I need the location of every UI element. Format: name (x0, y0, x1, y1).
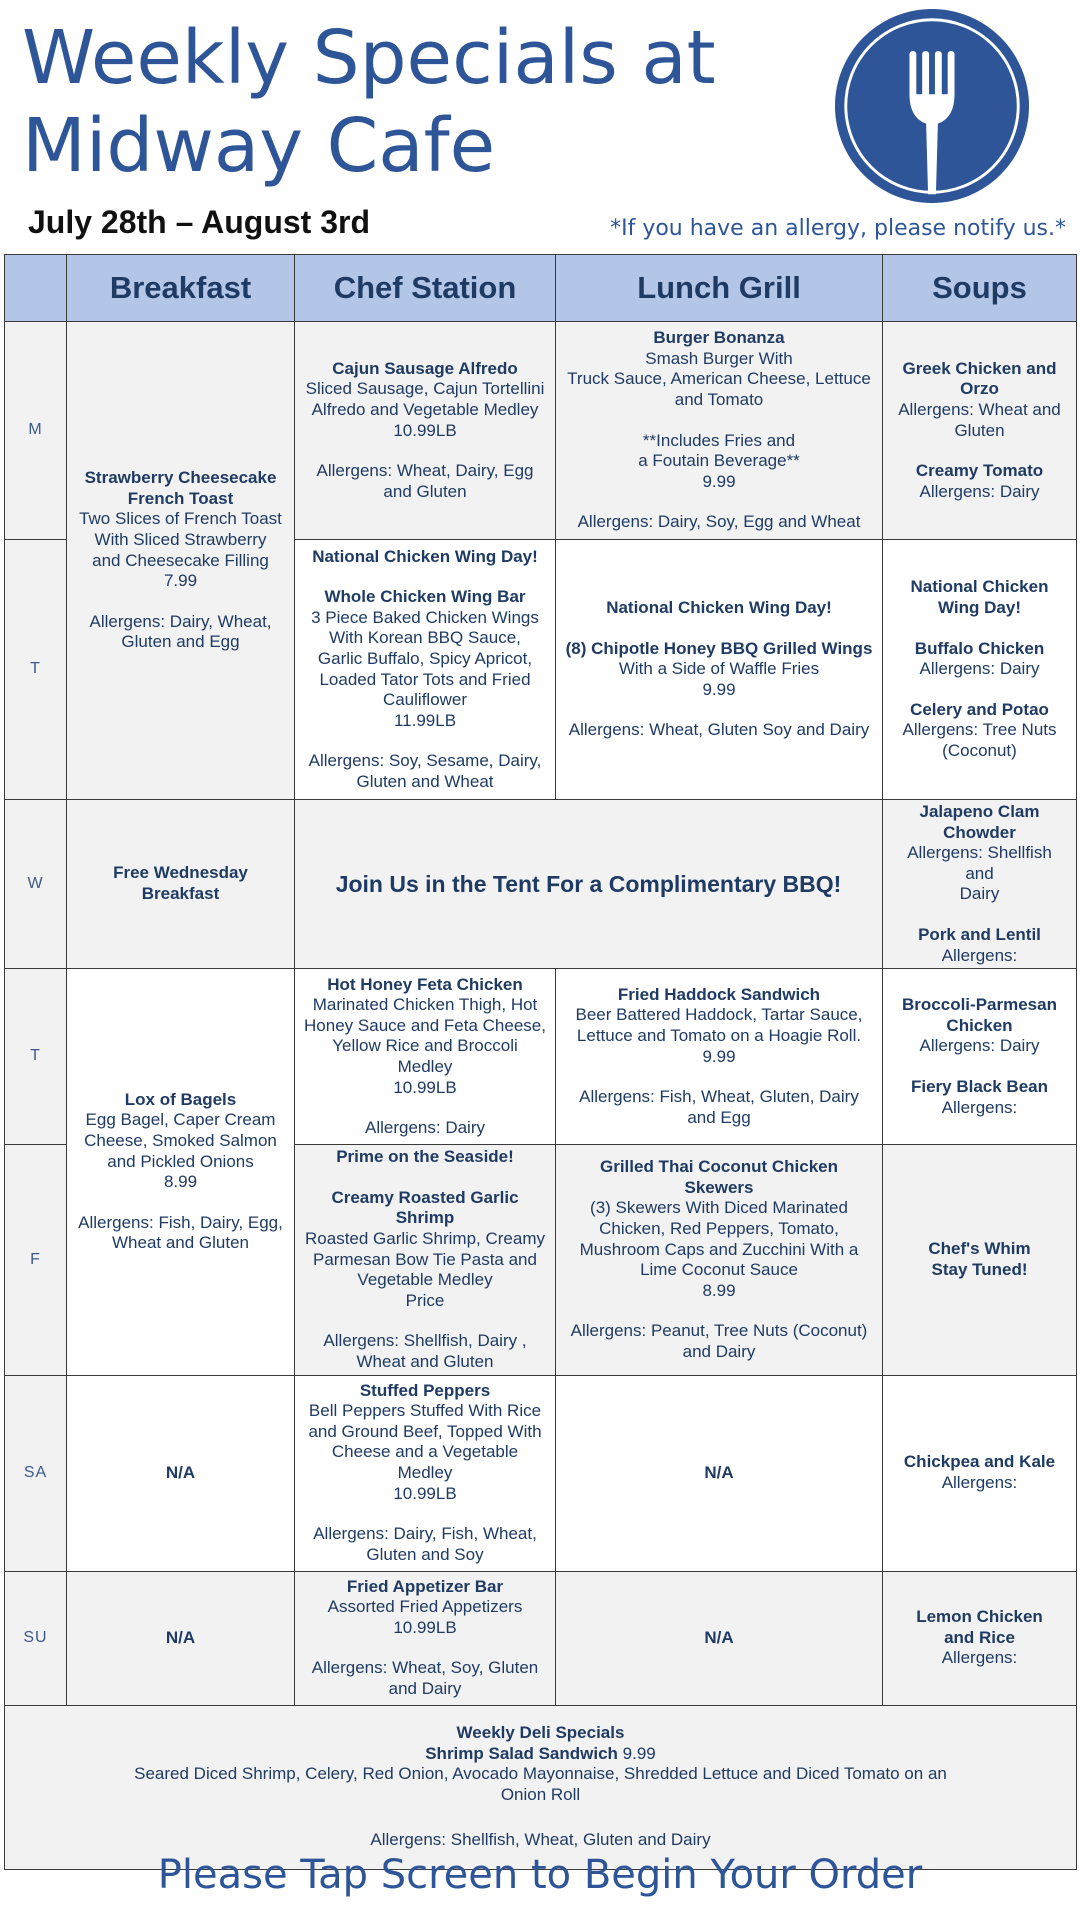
menu-text: Gluten (954, 420, 1005, 440)
menu-text: Creamy Roasted Garlic Shrimp (331, 1187, 519, 1228)
day-wednesday: W (5, 800, 67, 969)
menu-text: Vegetable Medley (357, 1270, 493, 1290)
menu-text: Egg Bagel, Caper Cream (85, 1110, 276, 1130)
menu-text: Allergens: Dairy, Wheat, (89, 611, 272, 631)
menu-text: Beer Battered Haddock, Tartar Sauce, (575, 1005, 863, 1025)
menu-text: Pork and Lentil (918, 924, 1041, 944)
soups-saturday (883, 1375, 1077, 1571)
menu-text: Allergens: Dairy (919, 1036, 1040, 1056)
menu-text: Free Wednesday (113, 863, 248, 883)
header-blank (5, 255, 67, 322)
col-lunch-grill: Lunch Grill (556, 255, 883, 322)
menu-text: Fiery Black Bean (910, 1076, 1048, 1096)
menu-text: 9.99 (702, 1046, 736, 1066)
menu-text: Wheat and Gluten (356, 1351, 494, 1371)
wednesday-bbq-banner: Join Us in the Tent For a Complimentary BBQ! (295, 800, 883, 969)
col-chef-station: Chef Station (295, 255, 556, 322)
menu-text: With Sliced Strawberry (94, 529, 267, 549)
menu-text: Stuffed Peppers (359, 1380, 491, 1400)
grill-friday (556, 1145, 883, 1375)
menu-text: (3) Skewers With Diced Marinated (590, 1198, 848, 1218)
menu-text: Orzo (960, 379, 999, 399)
soups-wednesday (883, 800, 1077, 969)
menu-text: Prime on the Seaside! (336, 1147, 514, 1167)
breakfast-wednesday (67, 800, 295, 969)
menu-text: Chicken (946, 1015, 1013, 1035)
menu-text: 9.99 (702, 471, 736, 491)
menu-text: (Coconut) (942, 740, 1017, 760)
menu-text: Grilled Thai Coconut Chicken Skewers (599, 1157, 839, 1197)
menu-text: Chicken, Red Peppers, Tomato, (599, 1218, 839, 1238)
soups-monday (883, 322, 1077, 540)
menu-text: Broccoli-Parmesan (902, 995, 1057, 1015)
menu-text: Chickpea and Kale (903, 1452, 1056, 1472)
title-line-1: Weekly Specials at (22, 15, 716, 101)
grill-thursday (556, 969, 883, 1145)
menu-text: Assorted Fried Appetizers (327, 1597, 523, 1617)
menu-text: Allergens: Wheat, Soy, Gluten (311, 1658, 539, 1678)
menu-text: Allergens: (941, 1097, 1018, 1117)
menu-text: 10.99LB (393, 420, 457, 440)
menu-text: National Chicken (910, 577, 1049, 597)
menu-text: Allergens: Soy, Sesame, Dairy, (308, 751, 542, 771)
deli-allergens: Allergens: Shellfish, Wheat, Gluten and Dairy (370, 1830, 711, 1850)
title-line-2: Midway Cafe (22, 103, 496, 189)
breakfast-saturday (67, 1375, 295, 1571)
grill-monday (556, 322, 883, 540)
menu-text: Allergens: Shellfish and (907, 843, 1052, 883)
menu-text: Allergens: Dairy (919, 659, 1040, 679)
soups-friday (883, 1145, 1077, 1375)
menu-text: N/A (704, 1462, 734, 1482)
specials-table (4, 254, 1077, 1870)
menu-text: Allergens: Shellfish, Dairy , (323, 1331, 527, 1351)
deli-specials (5, 1705, 1077, 1869)
menu-text: N/A (165, 1627, 196, 1647)
day-tuesday: T (5, 540, 67, 800)
menu-text: Allergens: (941, 1473, 1018, 1492)
menu-text: Lettuce and Tomato on a Hoagie Roll. (576, 1026, 862, 1046)
menu-text: Lime Coconut Sauce (640, 1260, 798, 1280)
allergy-note: *If you have an allergy, please notify us.* (610, 216, 1066, 241)
menu-text: 8.99 (163, 1172, 198, 1192)
menu-text: 11.99LB (393, 710, 457, 730)
menu-text: Sliced Sausage, Cajun Tortellini (305, 379, 545, 399)
menu-text: Allergens: Fish, Wheat, Gluten, Dairy (579, 1087, 859, 1107)
menu-text: Chowder (943, 822, 1016, 842)
menu-text: Whole Chicken Wing Bar (324, 587, 526, 607)
chef-saturday (295, 1375, 556, 1571)
breakfast-sunday (67, 1571, 295, 1705)
menu-text: Allergens: Wheat and (898, 399, 1061, 419)
menu-text: 8.99 (702, 1280, 736, 1300)
menu-text: French Toast (127, 488, 234, 508)
menu-text: Allergens: (941, 945, 1018, 965)
page-title (22, 14, 782, 190)
menu-text: Hot Honey Feta Chicken (327, 974, 523, 994)
grill-saturday (556, 1375, 883, 1571)
menu-text: Lemon Chicken (916, 1607, 1043, 1627)
menu-text: Gluten and Wheat (356, 771, 494, 791)
menu-text: Allergens: Dairy, Fish, Wheat, (313, 1524, 537, 1544)
chef-friday (295, 1145, 556, 1375)
menu-text: Allergens: Dairy (919, 481, 1040, 501)
chef-thursday (295, 969, 556, 1145)
menu-text: Cauliflower (382, 690, 468, 710)
menu-text: N/A (704, 1627, 734, 1647)
menu-text: Seared Diced Shrimp, Celery, Red Onion, Avocado Mayonnaise, Shredded Lettuce and Diced Tomato on an (134, 1764, 947, 1784)
menu-text: Wing Day! (938, 598, 1021, 618)
menu-text: and Egg (687, 1107, 751, 1127)
menu-text: Buffalo Chicken (914, 638, 1045, 658)
menu-text: Fried Haddock Sandwich (617, 984, 821, 1004)
soups-tuesday (883, 540, 1077, 800)
day-thursday: T (5, 969, 67, 1145)
col-breakfast: Breakfast (67, 255, 295, 322)
menu-text: and Ground Beef, Topped With (308, 1421, 542, 1441)
menu-text: Parmesan Bow Tie Pasta and (313, 1249, 537, 1269)
menu-text: 9.99 (702, 679, 736, 699)
menu-text: Two Slices of French Toast (79, 509, 282, 529)
menu-text: Cajun Sausage Alfredo (332, 358, 518, 378)
menu-text: Greek Chicken and (902, 358, 1057, 378)
menu-text: 3 Piece Baked Chicken Wings (311, 607, 539, 627)
chef-sunday (295, 1571, 556, 1705)
menu-text: and Dairy (682, 1341, 756, 1361)
menu-text: Allergens: Peanut, Tree Nuts (Coconut) (570, 1321, 868, 1341)
breakfast-mon-tue (67, 322, 295, 800)
menu-text: Onion Roll (500, 1784, 581, 1804)
menu-text: Gluten and Egg (121, 632, 240, 652)
menu-text: Bell Peppers Stuffed With Rice (308, 1401, 542, 1421)
menu-text: Allergens: Fish, Dairy, Egg, (78, 1212, 283, 1232)
menu-text: and Tomato (674, 389, 764, 409)
menu-text: Wheat and Gluten (111, 1233, 250, 1253)
chef-monday (295, 322, 556, 540)
menu-text: Price (405, 1290, 445, 1310)
menu-text: Celery and Potao (910, 699, 1049, 719)
menu-text: Gluten and Soy (366, 1544, 484, 1564)
col-soups: Soups (883, 255, 1077, 322)
menu-text: a Foutain Beverage** (638, 451, 800, 471)
menu-text: Fried Appetizer Bar (346, 1576, 504, 1596)
menu-text: 10.99LB (393, 1483, 457, 1503)
menu-text: With a Side of Waffle Fries (618, 659, 820, 679)
menu-text: Cheese, Smoked Salmon (84, 1130, 277, 1150)
menu-text: National Chicken Wing Day! (312, 546, 538, 566)
fork-icon (834, 8, 1030, 204)
menu-text: Allergens: Dairy (365, 1118, 485, 1138)
menu-text: Mushroom Caps and Zucchini With a (579, 1239, 859, 1259)
menu-text: Truck Sauce, American Cheese, Lettuce (567, 369, 871, 389)
menu-text: Loaded Tator Tots and Fried (319, 669, 531, 689)
breakfast-thu-fri (67, 969, 295, 1375)
menu-text: With Korean BBQ Sauce, (329, 628, 521, 648)
menu-text: 10.99LB (393, 1617, 457, 1637)
menu-text: Dairy (959, 884, 1000, 904)
menu-text: **Includes Fries and (642, 430, 796, 450)
menu-text: Allergens: Dairy, Soy, Egg and Wheat (577, 512, 861, 532)
soups-sunday (883, 1571, 1077, 1705)
day-monday: M (5, 322, 67, 540)
menu-text: Burger Bonanza (653, 328, 785, 348)
menu-text: (8) Chipotle Honey BBQ Grilled Wings (565, 638, 873, 658)
menu-text: Stay Tuned! (931, 1259, 1028, 1279)
menu-text: Allergens: Wheat, Gluten Soy and Dairy (568, 720, 870, 740)
menu-text: National Chicken Wing Day! (606, 598, 832, 618)
menu-text: Lox of Bagels (124, 1089, 237, 1109)
menu-text: Honey Sauce and Feta Cheese, (304, 1015, 546, 1035)
soups-thursday (883, 969, 1077, 1145)
menu-text: and Rice (944, 1627, 1015, 1647)
menu-text: Roasted Garlic Shrimp, Creamy (305, 1228, 545, 1248)
deli-item-price: 9.99 (622, 1743, 656, 1763)
tap-to-order-prompt[interactable]: Please Tap Screen to Begin Your Order (157, 1852, 923, 1898)
menu-text: Garlic Buffalo, Spicy Apricot, (317, 648, 533, 668)
menu-text: Alfredo and Vegetable Medley (311, 399, 539, 419)
menu-text: N/A (165, 1462, 196, 1482)
day-saturday: SA (5, 1375, 67, 1571)
menu-text: and Pickled Onions (107, 1151, 254, 1171)
day-friday: F (5, 1145, 67, 1375)
menu-text: Yellow Rice and Broccoli (332, 1036, 518, 1056)
grill-tuesday (556, 540, 883, 800)
menu-text: Jalapeno Clam (919, 802, 1040, 821)
deli-item-name: Shrimp Salad Sandwich (425, 1743, 618, 1763)
menu-text: Marinated Chicken Thigh, Hot (312, 995, 538, 1015)
menu-text: 7.99 (163, 571, 198, 591)
menu-text: Cheese and a Vegetable (331, 1442, 519, 1462)
menu-text: Allergens: (941, 1648, 1018, 1668)
menu-text: and Gluten (383, 481, 467, 501)
chef-tuesday (295, 540, 556, 800)
menu-text: Medley (397, 1463, 453, 1482)
menu-text: and Cheesecake Filling (92, 550, 269, 570)
menu-text: Allergens: Tree Nuts (902, 720, 1057, 740)
menu-text: and Dairy (388, 1678, 462, 1698)
menu-text: 10.99LB (393, 1077, 457, 1097)
deli-heading: Weekly Deli Specials (456, 1723, 625, 1743)
grill-sunday (556, 1571, 883, 1705)
menu-text: Breakfast (141, 884, 220, 904)
menu-text: Chef's Whim (928, 1239, 1031, 1259)
menu-text: Allergens: Wheat, Dairy, Egg (316, 461, 534, 481)
day-sunday: SU (5, 1571, 67, 1705)
menu-text: Medley (397, 1056, 453, 1076)
menu-text: Smash Burger With (645, 348, 793, 368)
date-range: July 28th – August 3rd (28, 204, 370, 240)
menu-text: Creamy Tomato (915, 461, 1044, 481)
menu-text: Strawberry Cheesecake (84, 468, 277, 488)
